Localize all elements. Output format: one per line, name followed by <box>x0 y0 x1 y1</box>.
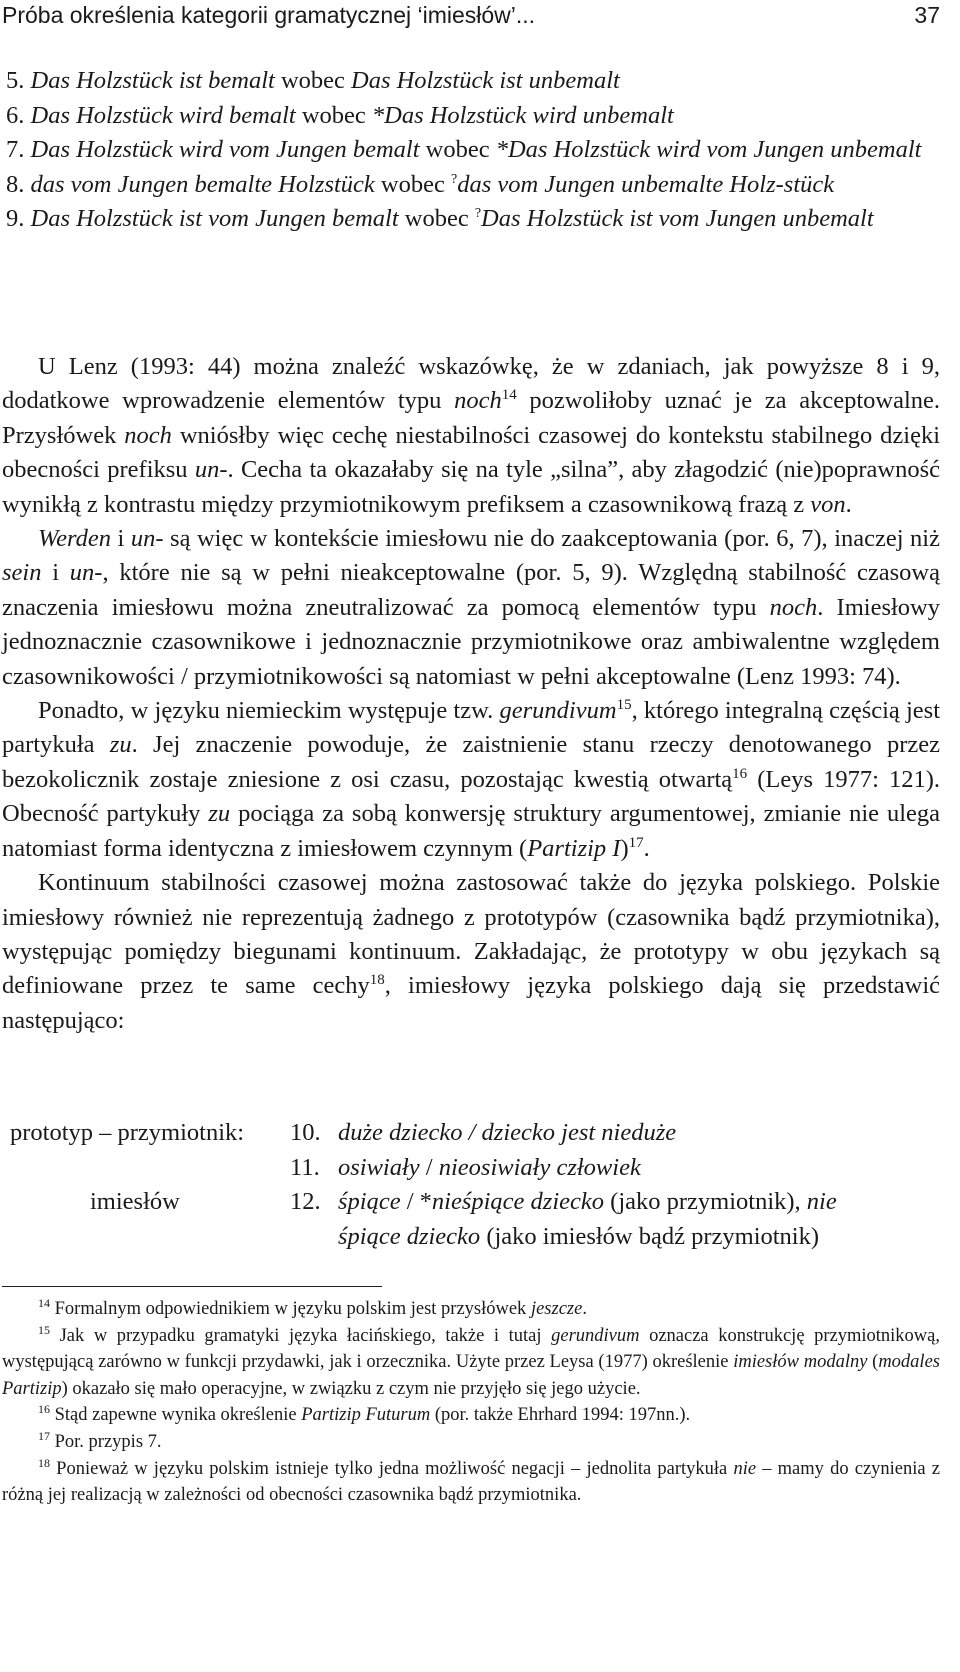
italic-term: noch <box>769 593 818 621</box>
example-sentence-b: Das Holzstück ist vom Jungen unbemalt <box>481 205 874 232</box>
footnote-number: 16 <box>38 1402 50 1417</box>
text-run: U Lenz (1993: 44) można znaleźć wskazówkę, że w zdaniach, jak powyższe 8 i 9, dodatkowe wprowadzenie elementów typu <box>2 353 940 415</box>
text-run: (Leys 1977: 121). Obecność partykuły <box>2 765 940 828</box>
text-run: i <box>41 559 70 587</box>
footnote-ref: 14 <box>501 387 517 404</box>
category-label-bottom: imiesłów <box>90 1188 180 1215</box>
text-run: . <box>582 1299 587 1319</box>
italic-term: nieśpiące dziecko <box>431 1188 605 1215</box>
text-run: – mamy do czynienia z różną jej realizacją w zależności od obecności czasownika bądź przymiotnika. <box>2 1458 941 1506</box>
text-run: / <box>419 1153 439 1181</box>
prototype-table <box>2 1116 942 1254</box>
text-run: Formalnym odpowiednikiem w języku polskim jest przysłówek <box>50 1299 531 1319</box>
example-connector: wobec <box>398 205 475 232</box>
footnote-15 <box>2 1323 940 1403</box>
example-sentence-a: Das Holzstück wird vom Jungen bemalt <box>30 136 420 163</box>
italic-term: sein <box>2 559 42 587</box>
text-run: ( <box>867 1352 879 1373</box>
italic-term: Partizip I <box>527 834 621 862</box>
italic-term: osiwiały <box>338 1153 420 1181</box>
table-example <box>338 1116 676 1151</box>
text-run: i <box>111 525 131 553</box>
text-run: , imiesłowy języka polskiego dają się przedstawić następująco: <box>2 972 940 1034</box>
italic-term: gerundivum <box>551 1325 640 1346</box>
text-run: (jako przymiotnik), <box>604 1188 807 1215</box>
table-example <box>338 1220 819 1255</box>
example-number: 7. <box>6 136 25 163</box>
italic-term: noch <box>124 421 172 449</box>
footnote-18 <box>2 1456 940 1509</box>
text-run: Por. przypis 7. <box>50 1431 162 1452</box>
body-text <box>2 350 940 1038</box>
italic-term: jeszcze <box>530 1299 583 1319</box>
footnote-14 <box>2 1296 940 1323</box>
example-number: 11. <box>290 1153 320 1181</box>
text-run: (por. także Ehrhard 1994: 197nn.). <box>430 1405 691 1426</box>
text-run: są więc w kontekście imiesłowu nie do zaakceptowania (por. 6, 7), inaczej niż <box>163 525 940 553</box>
text-run: Kontinuum stabilności czasowej można zastosować także do języka polskiego. Polskie imiesłowy również nie reprezentują żadnego z prototypów (czasownika bądź przymiotnika), występując pomiędzy biegunami kontinuum. Zakładając, że prototypy w obu językach są definiowane przez te same cechy <box>2 869 940 1000</box>
text-run: . Jej znaczenie powoduje, że zaistnienie stanu rzeczy denotowanego przez bezokolicznik zostaje zniesione z osi czasu, pozostając kwestią otwartą <box>2 731 940 793</box>
italic-term: duże dziecko / dziecko jest nieduże <box>338 1119 677 1146</box>
example-number: 6. <box>6 101 25 129</box>
text-run: pozwoliłoby uznać je za akceptowalne. Przysłówek <box>2 387 940 449</box>
text-run: , które nie są w pełni nieakceptowalne (por. 5, 9). Względną stabilność czasową znaczenia imiesłowu można zneutralizować za pomocą elementów typu <box>2 559 940 621</box>
table-row <box>2 1116 942 1151</box>
table-example <box>338 1151 641 1186</box>
italic-term: nieosiwiały człowiek <box>438 1153 641 1181</box>
text-run: . Cecha ta okazałaby się na tyle „silna”, aby złagodzić (nie)poprawność wynikłą z kontrastu między przymiotnikowym prefiksem a czasownikową frazą z <box>2 456 940 518</box>
example-connector: wobec <box>274 67 352 94</box>
italic-term: un- <box>194 456 228 484</box>
example-5 <box>6 64 942 99</box>
running-title: Próba określenia kategorii gramatycznej ‘imiesłów’... <box>2 2 536 28</box>
italic-term: Partizip Futurum <box>301 1405 431 1426</box>
text-run: . <box>845 490 852 518</box>
example-number: 8. <box>6 170 25 198</box>
category-label-top: prototyp – przymiotnik: <box>10 1119 245 1146</box>
text-run: . <box>643 834 650 862</box>
paragraph-4 <box>2 866 940 1038</box>
footnote-ref: 17 <box>628 834 644 851</box>
example-list <box>6 64 942 237</box>
italic-term: nie <box>806 1188 837 1215</box>
italic-term: noch <box>454 387 502 415</box>
footnote-16 <box>2 1402 940 1429</box>
italic-term: un- <box>69 559 103 587</box>
example-number: 12. <box>290 1188 321 1215</box>
text-run: pociąga za sobą konwersję struktury argumentowej, zmianie nie ulega natomiast forma identyczna z imiesłowem czynnym ( <box>2 800 941 862</box>
footnote-17 <box>2 1429 940 1456</box>
example-sentence-a: Das Holzstück wird bemalt <box>30 101 296 129</box>
example-7 <box>6 133 942 168</box>
footnote-number: 14 <box>38 1295 50 1310</box>
italic-term: imiesłów modalny <box>733 1352 868 1373</box>
text-run: Ponadto, w języku niemieckim występuje tzw. <box>38 697 500 725</box>
footnote-ref: 18 <box>369 972 385 989</box>
paragraph-2 <box>2 522 940 694</box>
example-sentence-b: Das Holzstück ist unbemalt <box>351 67 620 94</box>
acceptability-mark: ? <box>450 171 458 187</box>
paragraph-3 <box>2 694 940 866</box>
footnote-number: 15 <box>38 1322 50 1337</box>
text-run: wniósłby więc cechę niestabilności czasowej do kontekstu stabilnego dzięki obecności prefiksu <box>2 421 940 484</box>
acceptability-mark: ? <box>474 205 482 221</box>
text-run: ) okazało się mało operacyjne, w związku z czym nie przyjęło się jego użycie. <box>61 1378 641 1399</box>
italic-term: gerundivum <box>499 697 617 725</box>
page-number: 37 <box>914 2 940 28</box>
italic-term: zu <box>208 800 231 828</box>
example-connector: wobec <box>374 170 451 198</box>
example-6 <box>6 99 942 134</box>
footnote-number: 18 <box>38 1455 50 1470</box>
example-connector: wobec <box>295 101 372 129</box>
italic-term: śpiące <box>338 1188 401 1215</box>
footnotes <box>2 1296 940 1509</box>
text-run: ) <box>620 834 629 862</box>
footnote-ref: 16 <box>732 765 748 782</box>
italic-term: von <box>810 490 846 518</box>
example-sentence-a: Das Holzstück ist bemalt <box>30 67 275 94</box>
text-run: oznacza konstrukcję przymiotnikową, występującą zarówno w funkcji przydawki, jak i orzecznika. Użyte przez Leysa (1977) określenie <box>2 1325 940 1373</box>
example-sentence-b: das vom Jungen unbemalte Holz-stück <box>457 170 835 198</box>
footnote-separator <box>2 1286 382 1287</box>
table-row <box>2 1185 942 1220</box>
text-run: Jak w przypadku gramatyki języka łacińskiego, także i tutaj <box>50 1325 552 1346</box>
table-row <box>2 1220 942 1255</box>
italic-term: zu <box>109 731 132 759</box>
italic-term: modales Partizip <box>2 1352 940 1399</box>
text-run: Stąd zapewne wynika określenie <box>50 1405 302 1426</box>
example-number: 10. <box>290 1119 321 1146</box>
table-row <box>2 1151 942 1186</box>
italic-term: śpiące dziecko <box>338 1222 481 1250</box>
footnote-number: 17 <box>38 1428 50 1443</box>
text-run: , którego integralną częścią jest partykuła <box>2 697 940 759</box>
example-sentence-b: *Das Holzstück wird vom Jungen unbemalt <box>495 136 922 163</box>
footnote-ref: 15 <box>616 696 632 713</box>
italic-term: Werden <box>38 525 112 553</box>
italic-term: un- <box>130 525 164 553</box>
example-9 <box>6 202 942 237</box>
text-run: Ponieważ w języku polskim istnieje tylko jedna możliwość negacji – jednolita partykuła <box>50 1458 734 1479</box>
text-run: (jako imiesłów bądź przymiotnik) <box>480 1222 820 1250</box>
text-run: / * <box>400 1188 432 1215</box>
example-sentence-a: das vom Jungen bemalte Holzstück <box>30 170 375 198</box>
text-run: . Imiesłowy jednoznacznie czasownikowe i jednoznacznie przymiotnikowe oraz ambiwalentne względem czasownikowości / przymiotnikowości są natomiast w pełni akceptowalne (Lenz 1993: 74). <box>2 593 940 690</box>
example-sentence-b: *Das Holzstück wird unbemalt <box>371 101 674 129</box>
example-connector: wobec <box>419 136 496 163</box>
paragraph-1 <box>2 350 940 522</box>
example-number: 9. <box>6 205 25 232</box>
example-sentence-a: Das Holzstück ist vom Jungen bemalt <box>30 205 399 232</box>
table-example <box>338 1185 837 1220</box>
example-8 <box>6 168 942 203</box>
example-number: 5. <box>6 67 25 94</box>
italic-term: nie <box>733 1458 757 1479</box>
